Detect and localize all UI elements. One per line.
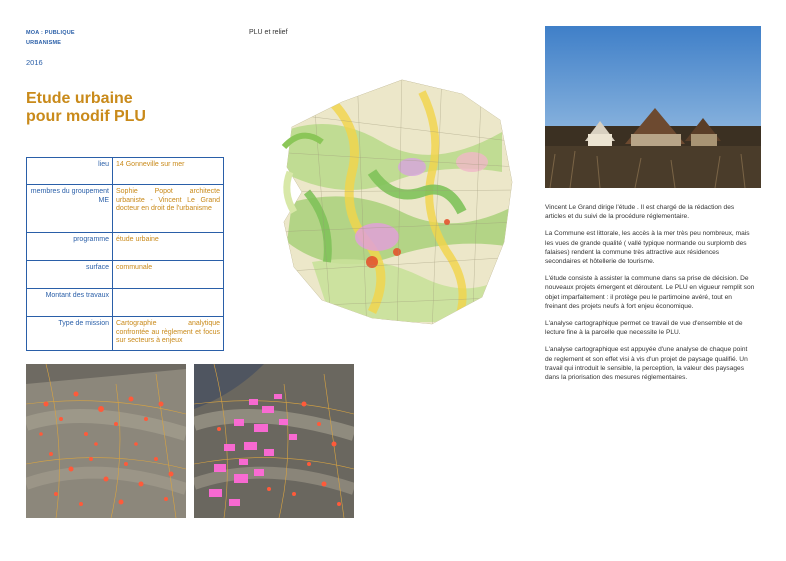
row-key: surface <box>27 261 113 289</box>
project-info-table <box>26 157 224 351</box>
title-line-2: pour modif PLU <box>26 108 146 125</box>
description-paragraph: L'étude consiste à assister la commune dans sa prise de décision. De nouveaux projets émergent et déroutent. Le PLU en vigueur remplit son objet imparfaitement : il protège peu le partimoine avéré, tout en freinant des projets neufs à fort enjeu économique. <box>545 275 755 310</box>
row-key: Type de mission <box>27 317 113 351</box>
table-row <box>27 289 224 317</box>
description-paragraph: La Commune est littorale, les accès à la mer très peu nombreux, mais les vues de grande qualité ( vallé typique normande ou surplomb des falaises) rendent la commune très attractive aux résidences secondaires et hôtellerie de tourisme. <box>545 230 750 266</box>
plu-relief-map <box>272 72 518 334</box>
page-title <box>26 90 146 126</box>
row-value <box>113 289 224 317</box>
description-paragraph: L'analyse cartographique est appuyée d'une analyse de chaque point de reglement et son effet visi à vis d'un projet de paysage qualifié. Un travail qui introduit le sensible, la perception, la valeur des paysages dans la priorisation des mesures réglementaires. <box>545 346 748 382</box>
map-1840 <box>26 364 186 518</box>
table-row <box>27 185 224 233</box>
map-2010 <box>194 364 354 518</box>
map-section-label: PLU et relief <box>249 29 288 36</box>
table-row <box>27 233 224 261</box>
title-line-1: Etude urbaine <box>26 90 133 107</box>
description-paragraph: Vincent Le Grand dirige l'étude . Il est chargé de la rédaction des articles et du suivi de la procédure réglementaire. <box>545 204 735 221</box>
row-value: 14 Gonneville sur mer <box>113 158 224 185</box>
moa-label: MOA : PUBLIQUE <box>26 30 75 36</box>
row-key: membres du groupement ME <box>27 185 113 233</box>
row-key: programme <box>27 233 113 261</box>
category-label: URBANISME <box>26 40 62 46</box>
row-value: Sophie Popot architecte urbaniste - Vincent Le Grand docteur en droit de l'urbanisme <box>113 185 224 233</box>
description-text <box>545 203 755 390</box>
village-photo <box>545 26 761 188</box>
row-key: Montant des travaux <box>27 289 113 317</box>
row-value: Cartographie analytique confrontée au règlement et focus sur secteurs à enjeux <box>113 317 224 351</box>
row-key: lieu <box>27 158 113 185</box>
table-row <box>27 261 224 289</box>
row-value: communale <box>113 261 224 289</box>
table-row <box>27 158 224 185</box>
row-value: étude urbaine <box>113 233 224 261</box>
description-paragraph: L'analyse cartographique permet ce travail de vue d'ensemble et de lecture fine à la parcelle que necessite le PLU. <box>545 320 743 337</box>
table-row <box>27 317 224 351</box>
year-label: 2016 <box>26 58 43 67</box>
